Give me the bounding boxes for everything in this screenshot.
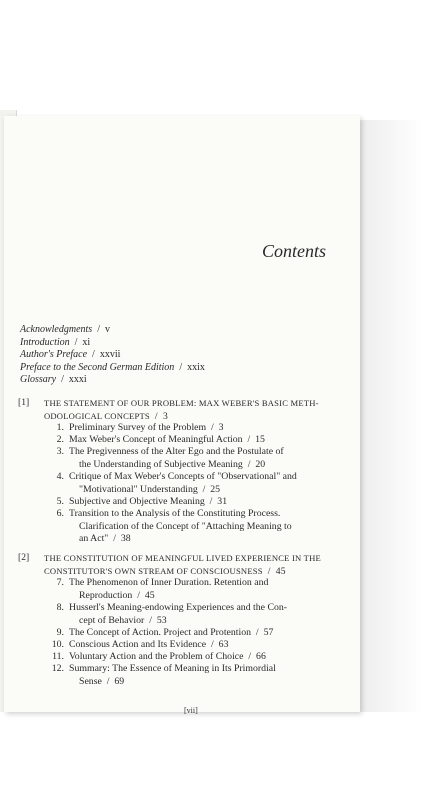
front-matter-item: Preface to the Second German Edition / xxix — [20, 361, 205, 373]
page-number: [vii] — [184, 706, 198, 715]
surface — [0, 712, 424, 790]
front-matter-list — [20, 324, 205, 387]
page-title: Contents — [262, 241, 327, 261]
page-shadow — [360, 120, 424, 720]
chapter-title: THE STATEMENT OF OUR PROBLEM: MAX WEBER'S BASIC METH- ODOLOGICAL CONCEPTS / 3 — [44, 398, 319, 422]
chapter-title: THE CONSTITUTION OF MEANINGFUL LIVED EXPERIENCE IN THE CONSTITUTOR'S OWN STREAM OF CONSCIOUSNESS / 45 — [44, 553, 321, 577]
book-page: Contents Acknowledgments / v Introduction / xi Author's Preface / xxvii Preface to the Second German Edition / xxix Glossary / xxxi [1] THE STATEMENT OF OUR PROBLEM: MAX WEBER'S BASIC METH- ODOLOGICAL CONCEPTS / 3 1. Preliminary Survey of the Problem / 3 2. Max Weber's Concept of Meaningful Action / 15 3. The Pregivenness of the Alter Ego and the Postulate of the Understanding of Subjective Meaning / 20 4. Critique of Max Weber's Concepts of "Observational" and "Motivational" Understanding / 25 5. Subjective and Objective Meaning / 31 6. Transition to the Analysis of the Constituting Process. Clarification of the Concept of "Attaching Meaning to an Act" / 38 [2] THE CONSTITUTION OF MEANINGFUL LIVED EXPERIENCE IN THE CONSTITUTOR'S OWN STREAM OF CONSCIOUSNESS / 45 7. The Phenomenon of Inner Duration. Retention and Reproduction / 45 8. Husserl's Meaning-endowing Experiences and the Con- cept of Behavior / 53 9. The Concept of Action. Project and Protention / 57 10. Conscious Action and Its Evidence / 63 11. Voluntary Action and the Problem of Choice / 66 12. Summary: The Essence of Meaning in Its Primordial Sense / 69 [vii] — [4, 116, 360, 712]
front-matter-item: Acknowledgments / v — [20, 324, 110, 335]
chapter-number: [1] — [18, 397, 30, 408]
front-matter-item: Introduction / xi — [20, 336, 91, 348]
front-matter-item: Glossary / xxxi — [20, 374, 87, 385]
backdrop — [0, 0, 424, 122]
front-matter-item: Author's Preface / xxvii — [20, 349, 121, 360]
chapter-number: [2] — [18, 552, 30, 563]
